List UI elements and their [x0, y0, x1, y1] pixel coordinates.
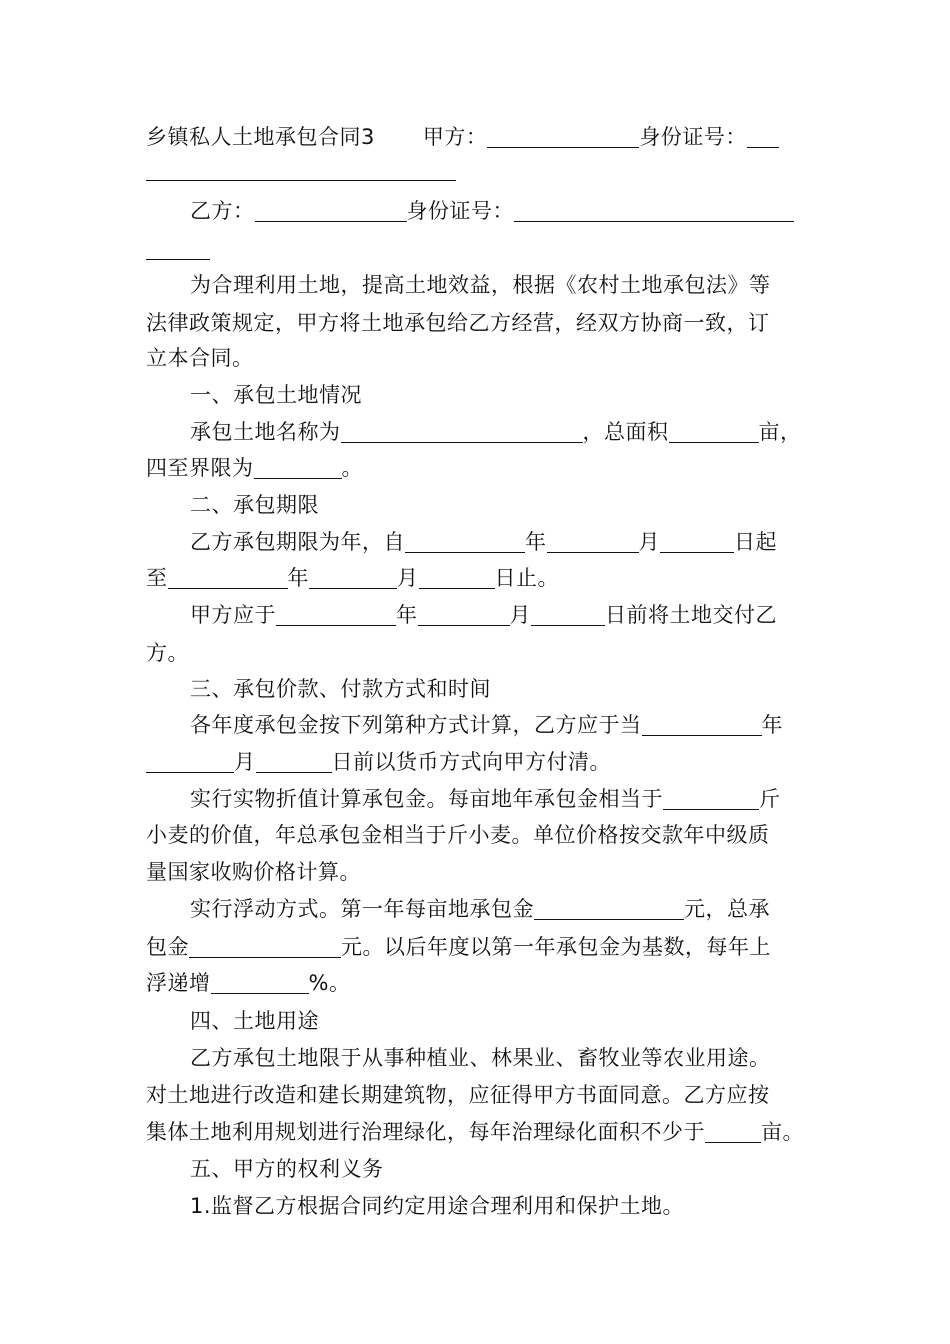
text-span: 浮递增 [146, 971, 211, 995]
total-fee-blank [189, 935, 341, 958]
area-blank [669, 420, 759, 443]
clause-line [146, 747, 611, 777]
party-b-label: 乙方： [190, 199, 255, 223]
clause-line [190, 417, 802, 447]
party-b-id-blank-cont [146, 237, 210, 260]
text-span: 各年度承包金按下列第种方式计算，乙方应于当 [190, 713, 642, 737]
pay-year-blank [642, 713, 762, 736]
party-b-line [190, 196, 794, 226]
text-span: %。 [308, 971, 351, 995]
pay-month-blank [146, 750, 234, 773]
doc-title: 乡镇私人土地承包合同3 [146, 125, 375, 149]
preamble-line: 法律政策规定，甲方将土地承包给乙方经营，经双方协商一致，订 [146, 311, 770, 335]
title-line [146, 122, 779, 152]
section-heading: 四、土地用途 [190, 1009, 319, 1033]
deliver-day-blank [531, 603, 605, 626]
text-span: 集体土地利用规划进行治理绿化，每年治理绿化面积不少于 [146, 1120, 705, 1144]
green-area-blank [705, 1120, 761, 1143]
preamble-line: 为合理利用土地，提高土地效益，根据《农村土地承包法》等 [190, 273, 771, 297]
party-a-blank [487, 125, 639, 148]
clause-line [146, 932, 771, 962]
section-heading: 一、承包土地情况 [190, 383, 362, 407]
end-year-blank [168, 566, 288, 589]
party-b-id-cont [146, 234, 210, 264]
text-span: 月 [234, 750, 256, 774]
party-b-id-blank [514, 199, 794, 222]
clause-line [146, 1117, 804, 1147]
clause-line [190, 600, 777, 630]
text-span: 实行浮动方式。第一年每亩地承包金 [190, 897, 534, 921]
text-span: 年 [396, 603, 418, 627]
land-name-blank [341, 420, 583, 443]
text-span: 乙方承包期限为年，自 [190, 530, 405, 554]
text-span: 日前以货币方式向甲方付清。 [331, 750, 611, 774]
section-heading: 二、承包期限 [190, 493, 319, 517]
start-year-blank [405, 530, 525, 553]
text-span: 斤 [759, 787, 781, 811]
text-span: 月 [638, 530, 660, 554]
text-span: 年 [761, 713, 783, 737]
text-span: 甲方应于 [190, 603, 276, 627]
text-span: 实行实物折值计算承包金。每亩地年承包金相当于 [190, 787, 663, 811]
start-month-blank [547, 530, 639, 553]
text-span: 至 [146, 566, 168, 590]
clause-line [190, 527, 777, 557]
section-heading: 五、甲方的权利义务 [190, 1157, 384, 1181]
deliver-year-blank [276, 603, 396, 626]
end-month-blank [309, 566, 397, 589]
text-span: ，总面积 [582, 420, 669, 444]
party-b-blank [255, 199, 407, 222]
clause-line: 小麦的价值，年总承包金相当于斤小麦。单位价格按交款年中级质 [146, 823, 770, 847]
clause-line: 量国家收购价格计算。 [146, 860, 361, 884]
preamble-line: 立本合同。 [146, 346, 254, 370]
wheat-jin-blank [663, 787, 759, 810]
clause-line [146, 453, 363, 483]
party-a-id-blank [747, 125, 779, 148]
text-span: 四至界限为 [146, 456, 254, 480]
clause-line: 1.监督乙方根据合同约定用途合理利用和保护土地。 [190, 1194, 685, 1218]
party-a-label: 甲方： [422, 125, 488, 149]
clause-line [190, 784, 781, 814]
per-mu-fee-blank [534, 897, 684, 920]
party-a-id-label: 身份证号： [639, 125, 747, 149]
boundary-blank [254, 456, 342, 479]
section-heading: 三、承包价款、付款方式和时间 [190, 677, 491, 701]
deliver-month-blank [418, 603, 510, 626]
text-span: 日前将土地交付乙 [605, 603, 777, 627]
text-span: 月 [397, 566, 419, 590]
text-span: 元，总承 [684, 897, 770, 921]
pay-day-blank [256, 750, 332, 773]
end-day-blank [419, 566, 495, 589]
clause-line [146, 563, 559, 593]
text-span: 年 [287, 566, 309, 590]
text-span: 日起 [734, 530, 777, 554]
text-span: 元。以后年度以第一年承包金为基数，每年上 [341, 935, 771, 959]
party-b-id-label: 身份证号： [406, 199, 514, 223]
text-span: 亩， [758, 420, 802, 444]
clause-line [190, 894, 770, 924]
text-span: 年 [525, 530, 547, 554]
start-day-blank [660, 530, 734, 553]
text-span: 月 [509, 603, 531, 627]
increase-rate-blank [211, 971, 309, 994]
clause-line [146, 968, 350, 998]
text-span: 承包土地名称为 [190, 420, 341, 444]
text-span: 包金 [146, 935, 189, 959]
text-span: 日止。 [494, 566, 559, 590]
clause-line: 乙方承包土地限于从事种植业、林果业、畜牧业等农业用途。 [190, 1046, 771, 1070]
clause-line [190, 710, 783, 740]
party-a-id-blank-cont [146, 180, 456, 181]
text-span: 。 [341, 456, 363, 480]
clause-line: 方。 [146, 641, 189, 665]
clause-line: 对土地进行改造和建长期建筑物，应征得甲方书面同意。乙方应按 [146, 1083, 770, 1107]
text-span: 亩。 [761, 1120, 804, 1144]
